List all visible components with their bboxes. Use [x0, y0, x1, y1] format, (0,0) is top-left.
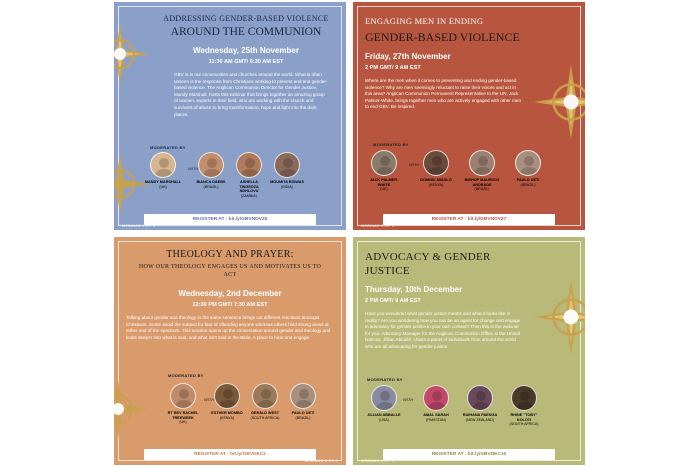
panel-title-line2: GENDER-BASED VIOLENCE	[365, 30, 520, 44]
event-time: 12:30 PM GMT/ 7:30 AM EST	[192, 302, 268, 308]
moderated-by-label: MODERATED BY	[150, 145, 186, 150]
avatar	[150, 152, 176, 178]
event-description: Where are the men when it comes to preventing and ending gender-based violence? Why are men seemingly reluctant to raise their voices and act in this area? Anglican Communion Permanent Representative to the UN, Jack Palmer-White, brings together men who are actively engaged with other men to end GBV. Be inspired.	[365, 78, 522, 110]
event-description: Talking about gender and theology in the same sentence brings out different reactions amongst Christians. Some avoid the subject for fear of offending anyone whereas others hold strong views at either end of the spectrum. This session opens up the conversation around gender and theology and looks deeper into what is said, and what isn't said in the Bible. A place to hear and engage.	[126, 315, 331, 340]
panel-title-line1: ADVOCACY & GENDER	[365, 251, 491, 263]
avatar	[198, 152, 224, 178]
avatar	[252, 383, 278, 409]
speaker-name: JILLIAN ABBALLE	[367, 413, 401, 417]
speaker-country: (BRAZIL)	[295, 415, 311, 420]
with-label: WITH	[204, 397, 215, 402]
speaker	[417, 385, 455, 422]
panel-title-line2: AROUND THE COMMUNION	[170, 26, 322, 38]
event-description: Have you wondered what gender justice means and what it looks like in reality? Are you wondering how you can be an agent for change and engage in advocacy for gender justice in your own context? Then this is the webinar for you. Advocacy Manager for the Anglican Communion Office at the United Nations, Jillian Abballe, chairs a panel of individuals from around the world who are all advocating for gender justice.	[365, 311, 521, 349]
moderated-by-label: MODERATED BY	[168, 373, 204, 378]
avatar	[423, 385, 449, 411]
speaker-list	[144, 152, 306, 198]
webinar-panel-2	[351, 0, 587, 232]
speaker	[246, 383, 284, 420]
avatar	[515, 150, 541, 176]
speaker	[164, 383, 202, 425]
avatar	[170, 383, 196, 409]
event-date: Wednesday, 2nd December	[178, 289, 282, 298]
speaker-country: (ZAMBIA)	[241, 193, 257, 198]
speaker-name: RT REV RACHEL TREEWEEK	[167, 411, 199, 420]
event-time: 11:30 AM GMT/ 6:30 AM EST	[208, 59, 284, 65]
with-label: WITH	[188, 166, 199, 171]
avatar	[290, 383, 316, 409]
webinar-panel-1	[112, 0, 348, 232]
speaker-name: AMAL SARAH	[423, 413, 449, 417]
speaker	[417, 150, 455, 187]
compass-rose-icon	[112, 377, 150, 441]
speaker-list	[365, 385, 543, 427]
event-date: Thursday, 10th December	[365, 285, 463, 294]
avatar	[236, 152, 262, 178]
register-link[interactable]: REGISTER AT : bit.ly/GBVDEC2	[144, 449, 316, 460]
speaker-country: (UK)	[159, 184, 167, 189]
speaker-country: (BRAZIL)	[203, 184, 219, 189]
webinar-counter: WEBINAR 4 OF 4	[361, 459, 395, 463]
with-label: WITH	[409, 162, 420, 167]
panel-title-line1: THEOLOGY AND PRAYER:	[166, 249, 294, 260]
event-date: Wednesday, 25th November	[193, 46, 299, 55]
speaker-name: BISHOP MAURICIO ANDRADE	[464, 178, 500, 187]
register-link[interactable]: REGISTER AT : bit.ly/GBVNOV25	[144, 214, 316, 225]
avatar	[274, 152, 300, 178]
avatar	[423, 150, 449, 176]
speaker	[365, 150, 403, 192]
webinar-panel-3	[112, 235, 348, 467]
speaker-name: PAULO UETI	[516, 178, 540, 182]
panel-title-line2: HOW OUR THEOLOGY ENGAGES US AND MOTIVATES US TO ACT	[138, 264, 322, 278]
moderated-by-label: MODERATED BY	[367, 377, 403, 382]
speaker	[461, 385, 499, 422]
event-date: Friday, 27th November	[365, 52, 451, 61]
webinar-counter: WEBINAR 3 OF 4	[304, 459, 338, 463]
speaker-name: PAULO UETI	[291, 411, 315, 415]
speaker-name: ESTHER MOMBO	[211, 411, 243, 415]
avatar	[469, 150, 495, 176]
webinar-counter: WEBINAR 1 OF 4	[122, 224, 156, 228]
speaker-country: (BRAZIL)	[474, 187, 490, 192]
speaker-name: DOMNIC MISOLO	[420, 178, 452, 182]
panel-title-line1: ADDRESSING GENDER-BASED VIOLENCE	[163, 14, 329, 23]
speaker	[230, 152, 268, 198]
speaker-country: (KENYA)	[219, 415, 235, 420]
register-link[interactable]: REGISTER AT : bit.ly/GBVNOV27	[383, 214, 555, 225]
compass-rose-icon	[531, 62, 587, 142]
event-time: 2 PM GMT/ 9 AM EST	[365, 298, 421, 304]
speaker-name: MOUMITA BISWAS	[270, 180, 304, 184]
speaker-name: RUIHANA PAENGA	[462, 413, 498, 417]
avatar	[371, 150, 397, 176]
speaker-country: (SOUTH AFRICA)	[509, 422, 539, 427]
speaker	[463, 150, 501, 192]
speaker	[144, 152, 182, 189]
speaker-name: ASHELLA TINGEDZA NDHLOVU	[239, 180, 259, 194]
speaker-country: (INDIA)	[281, 184, 293, 189]
speaker	[208, 383, 246, 420]
event-description: GBV is in our communities and churches around the world. What is often unseen is the response from Christians working to prevent and end gender-based violence. The Anglican Communion Director for Gender Justice, Mandy Marshall, hosts this webinar that brings together an amazing group of women, experts in their field, who are working with the church and survivors of abuse to bring transformation, hope and light into the dark places.	[174, 72, 328, 117]
speaker-list	[365, 150, 547, 192]
moderated-by-label: MODERATED BY	[373, 142, 409, 147]
speaker-name: MANDY MARSHALL	[144, 180, 182, 184]
webinar-counter: WEBINAR 2 OF 4	[361, 224, 395, 228]
compass-rose-icon	[531, 277, 587, 357]
speaker	[192, 152, 230, 189]
avatar	[511, 385, 537, 411]
speaker-name: BIANCA DAEBS	[196, 180, 226, 184]
avatar	[371, 385, 397, 411]
panel-title-line1: ENGAGING MEN IN ENDING	[365, 16, 484, 26]
avatar	[467, 385, 493, 411]
speaker-name: JACK PALMER-WHITE	[369, 178, 399, 187]
speaker-country: (USA)	[379, 417, 389, 422]
speaker	[268, 152, 306, 189]
speaker-country: (NEW ZEALAND)	[465, 417, 495, 422]
speaker-name: RHINE "TOBY" KOLOTI	[510, 413, 538, 422]
avatar	[214, 383, 240, 409]
speaker-name: GERALD WEST	[250, 411, 280, 415]
speaker	[509, 150, 547, 187]
speaker-list	[164, 383, 322, 425]
webinar-grid	[112, 0, 587, 467]
speaker-country: (UK)	[380, 187, 388, 192]
speaker-country: (PAKISTAN)	[426, 417, 446, 422]
speaker-country: (BRAZIL)	[520, 182, 536, 187]
speaker-country: (SOUTH AFRICA)	[250, 415, 280, 420]
speaker	[284, 383, 322, 420]
register-link[interactable]: REGISTER AT : bit.ly/GBVDEC10	[383, 449, 555, 460]
with-label: WITH	[403, 397, 414, 402]
webinar-panel-4	[351, 235, 587, 467]
compass-rose-icon	[112, 22, 152, 86]
speaker-country: (KENYA)	[428, 182, 444, 187]
speaker	[505, 385, 543, 427]
speaker-country: (UK)	[179, 420, 187, 425]
panel-title-line2: JUSTICE	[365, 265, 410, 277]
event-time: 2 PM GMT/ 9 AM EST	[365, 65, 421, 71]
speaker	[365, 385, 403, 422]
